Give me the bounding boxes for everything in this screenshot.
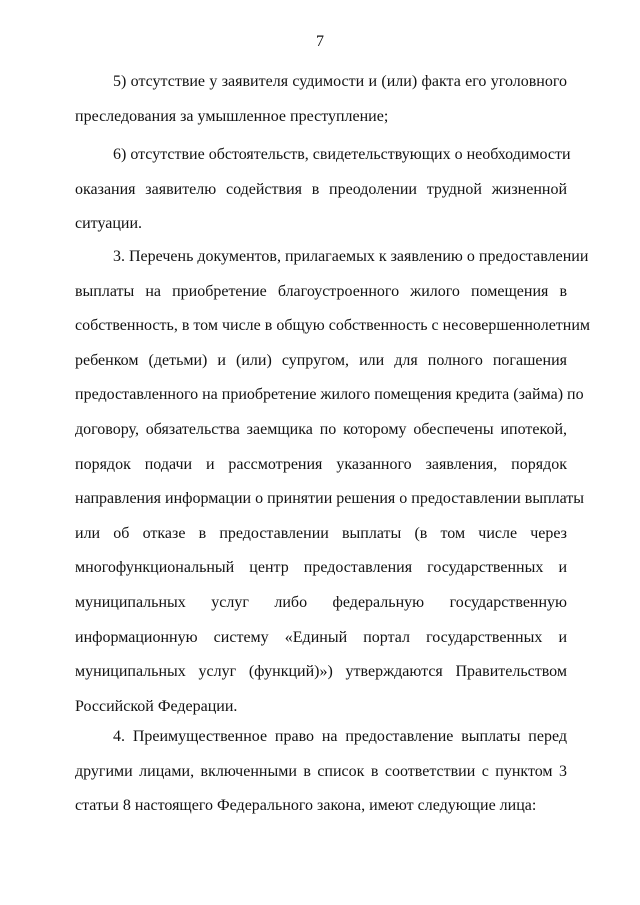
text-line: Российской Федерации. [75,697,238,715]
text-line: направления информации о принятии решения о предоставлении выплаты [75,490,585,508]
text-line: ситуации. [75,215,143,233]
text-line: договору, обязательства заемщика по которому обеспечены ипотекой, [75,420,567,438]
page-number: 7 [316,33,324,50]
text-line: 5) отсутствие у заявителя судимости и (или) факта его уголовного [113,73,567,90]
text-line: многофункциональный центр предоставления государственных и [75,559,567,577]
text-line: муниципальных услуг (функций)») утверждаются Правительством [75,663,567,681]
paragraph-section-4 [75,720,567,824]
text-line: 6) отсутствие обстоятельств, свидетельствующих о необходимости [113,146,571,163]
text-line: информационную систему «Единый портал государственных и [75,628,567,646]
text-line: 4. Преимущественное право на предоставление выплаты перед [113,728,567,745]
text-line: порядок подачи и рассмотрения указанного заявления, порядок [75,455,567,473]
paragraph-item-5 [75,65,567,134]
paragraph-section-3 [75,240,591,724]
text-line: предоставленного на приобретение жилого помещения кредита (займа) по [75,386,584,404]
text-line: или об отказе в предоставлении выплаты (в том числе через [75,524,567,542]
text-line: ребенком (детьми) и (или) супругом, или для полного погашения [75,351,567,369]
paragraph-item-6 [75,138,571,242]
text-line: статьи 8 настоящего Федерального закона, имеют следующие лица: [75,797,537,815]
text-line: 3. Перечень документов, прилагаемых к заявлению о предоставлении [113,248,589,265]
text-line: оказания заявителю содействия в преодолении трудной жизненной [75,180,567,198]
text-line: собственность, в том числе в общую собственность с несовершеннолетним [75,317,591,335]
text-line: преследования за умышленное преступление; [75,107,389,125]
text-line: выплаты на приобретение благоустроенного жилого помещения в [75,282,567,300]
text-line: другими лицами, включенными в список в соответствии с пунктом 3 [75,762,567,780]
text-line: муниципальных услуг либо федеральную государственную [75,593,567,611]
